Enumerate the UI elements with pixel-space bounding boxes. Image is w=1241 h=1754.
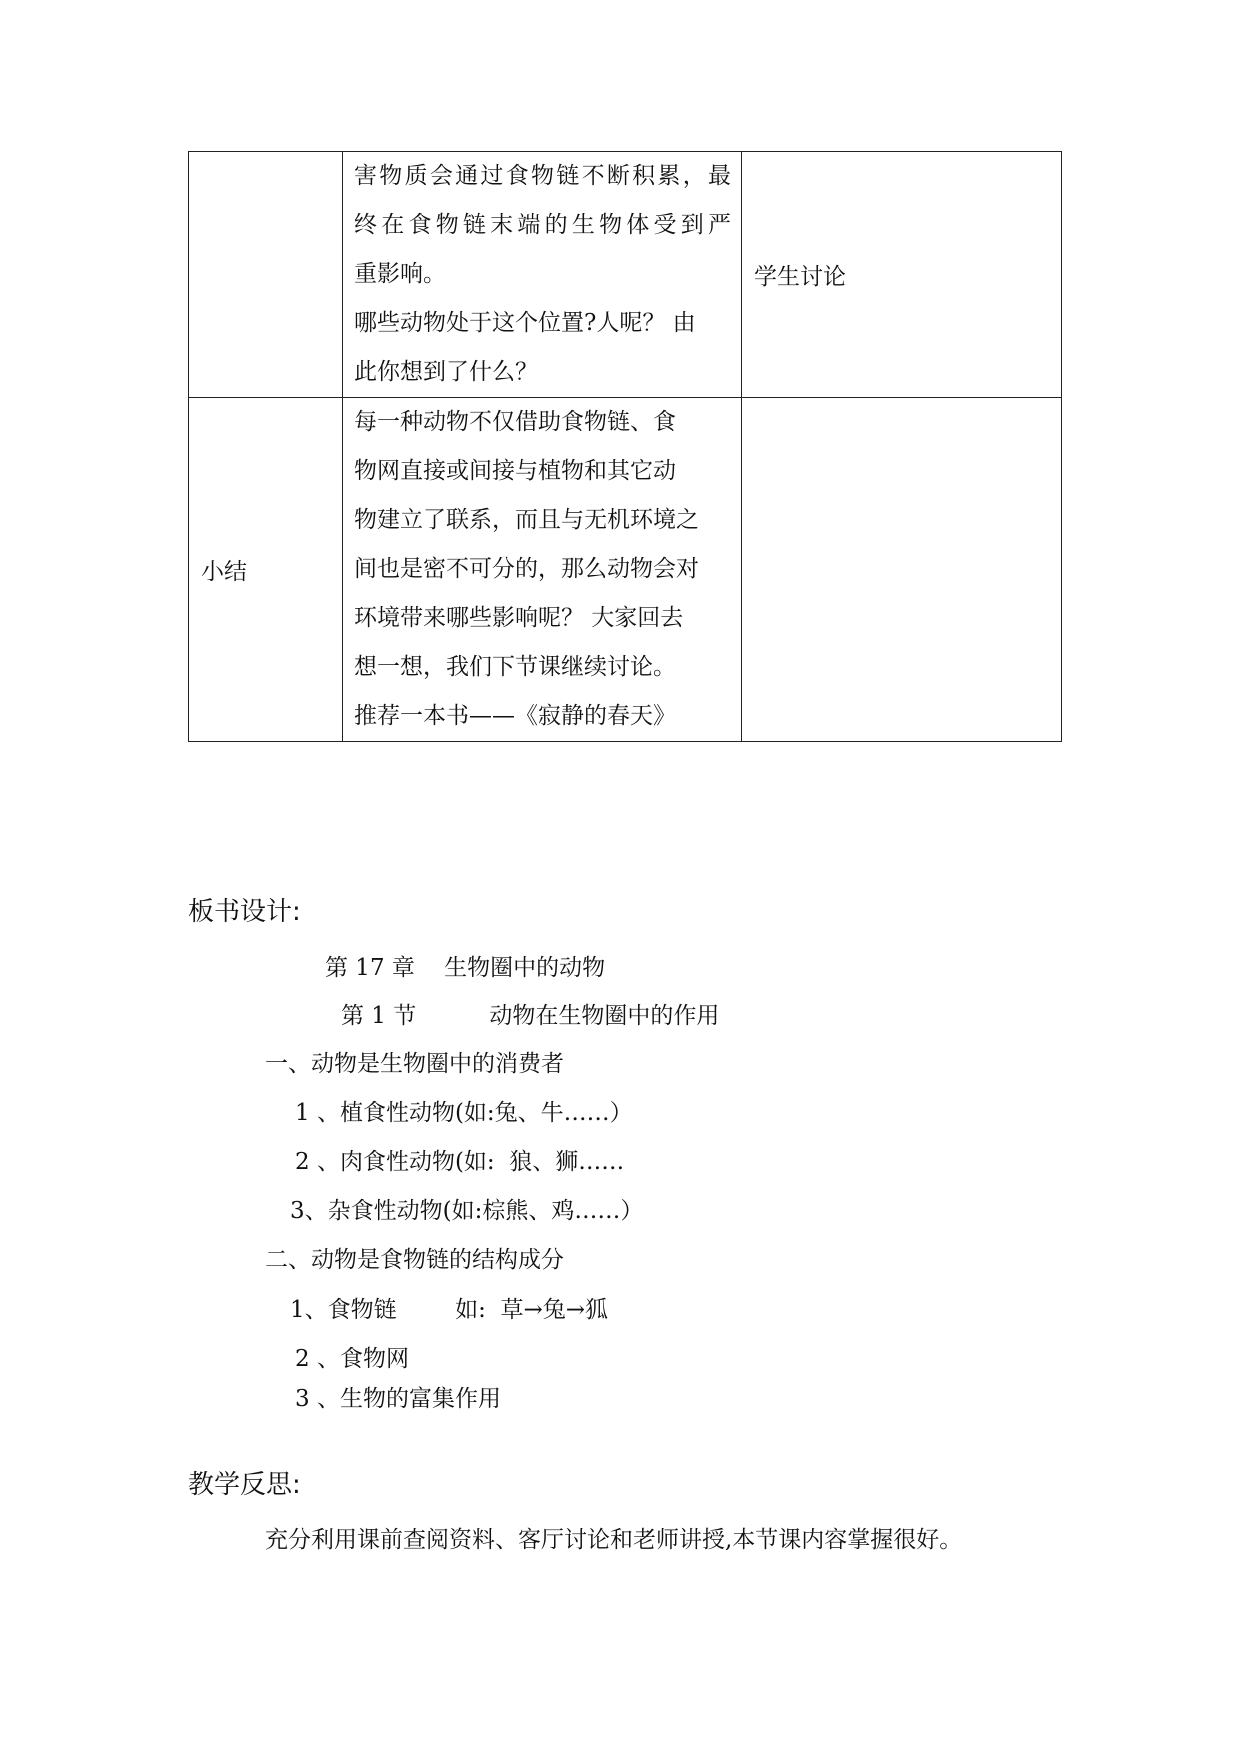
board-subpoint: 2 、肉食性动物(如: 狼、狮…… [295,1149,625,1175]
content-line: 环境带来哪些影响呢？ 大家回去 [354,605,684,631]
table-row [189,398,1062,742]
board-subpoint: 1 、植食性动物(如:兔、牛……） [295,1100,633,1126]
activity-cell [742,398,1062,742]
board-heading: 板书设计: [188,897,301,927]
content-line: 想一想，我们下节课继续讨论。 [354,654,676,680]
content-line: 重影响。 [354,261,446,287]
board-subpoint: 2 、食物网 [295,1346,409,1372]
content-line: 害物质会通过食物链不断积累，最 [354,163,731,189]
stage-cell: 小结 [189,398,343,742]
board-point-2: 二、动物是食物链的结构成分 [265,1247,564,1273]
content-line: 哪些动物处于这个位置?人呢？ 由 [354,310,696,336]
board-subpoint: 1、食物链 如: 草→兔→狐 [290,1297,609,1323]
lesson-table [188,151,1062,742]
table-row [189,152,1062,398]
board-section: 第 1 节 动物在生物圈中的作用 [341,1003,720,1029]
stage-cell [189,152,343,398]
content-line: 物网直接或间接与植物和其它动 [354,458,676,484]
content-cell [343,398,742,742]
reflection-text: 充分利用课前查阅资料、客厅讨论和老师讲授,本节课内容掌握很好。 [265,1527,963,1553]
content-line: 间也是密不可分的，那么动物会对 [354,556,699,582]
content-cell [343,152,742,398]
board-chapter: 第 17 章 生物圈中的动物 [325,955,606,981]
content-line: 此你想到了什么？ [354,359,538,385]
content-line: 推荐一本书——《寂静的春天》 [354,703,676,729]
content-line: 物建立了联系，而且与无机环境之 [354,507,699,533]
board-subpoint: 3 、生物的富集作用 [295,1386,501,1412]
content-line: 每一种动物不仅借助食物链、食 [354,409,676,435]
board-point-1: 一、动物是生物圈中的消费者 [265,1051,564,1077]
reflection-heading: 教学反思: [188,1470,301,1500]
board-subpoint: 3、杂食性动物(如:棕熊、鸡……） [290,1198,644,1224]
activity-cell: 学生讨论 [742,152,1062,398]
content-line: 终在食物链末端的生物体受到严 [354,212,731,238]
